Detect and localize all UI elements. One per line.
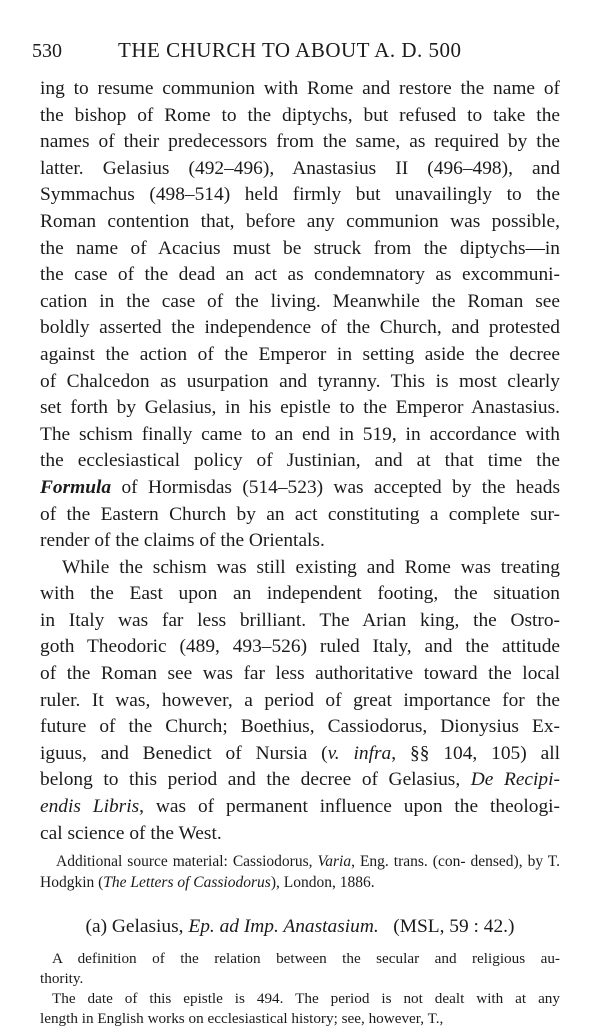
text-line: length in English works on ecclesiastical history; see, however, T., (40, 1010, 444, 1028)
text-line (40, 741, 560, 768)
section-intro (40, 949, 560, 1029)
text-fragment: densed), by T. Hodgkin ( (40, 853, 560, 892)
text-line: of Chalcedon as usurpation and tyranny. This is most clearly (40, 370, 560, 392)
text-line: the case of the dead an act as condemnatory as excommuni- (40, 264, 560, 286)
section-heading (40, 915, 560, 939)
text-line: names of their predecessors from the same, as required by the (40, 131, 560, 153)
text-line: the ecclesiastical policy of Justinian, and at that time the (40, 450, 560, 472)
text-line: goth Theodoric (489, 493–526) ruled Italy, and the attitude (40, 636, 560, 658)
work-title: Varia (317, 853, 352, 871)
text-line: against the action of the Emperor in setting aside the decree (40, 343, 560, 365)
text-fragment: Additional source material: Cassiodorus, (56, 853, 318, 871)
text-fragment: of Hormisdas (514–523) was accepted by the heads (121, 476, 560, 498)
text-line: future of the Church; Boethius, Cassiodorus, Dionysius Ex- (40, 716, 560, 738)
running-title: THE CHURCH TO ABOUT A. D. 500 (118, 38, 462, 62)
section-label: (a) Gelasius, (85, 916, 189, 938)
work-title: De Recipi- (470, 769, 560, 791)
text-line (40, 794, 560, 821)
text-line: of the Roman see was far less authoritative toward the local (40, 663, 560, 685)
text-fragment: ), London, 1886. (270, 874, 375, 892)
page-header (32, 36, 552, 66)
text-fragment: , Eng. trans. (con- (351, 853, 466, 871)
formula-word: Formula (40, 476, 112, 498)
text-line: latter. Gelasius (492–496), Anastasius II (496–498), and (40, 157, 560, 179)
text-line: of the Eastern Church by an act constituting a complete sur- (40, 503, 560, 525)
text-line: Symmachus (498–514) held firmly but unavailingly to the (40, 184, 560, 206)
section-reference: (MSL, 59 : 42.) (393, 916, 515, 938)
text-fragment: , (139, 796, 145, 818)
text-fragment: was of permanent influence upon the theologi- (155, 796, 560, 818)
text-line: A definition of the relation between the secular and religious au- (52, 950, 560, 968)
section-title: Ep. ad Imp. Anastasium. (188, 916, 379, 938)
text-line: While the schism was still existing and Rome was treating (62, 556, 560, 578)
text-line: the bishop of Rome to the diptychs, but refused to take the (40, 104, 560, 126)
text-line (40, 475, 560, 502)
text-line: Roman contention that, before any communion was possible, (40, 210, 560, 232)
text-line: with the East upon an independent footing, the situation (40, 583, 560, 605)
text-line: ing to resume communion with Rome and restore the name of (40, 78, 560, 99)
work-title: The Letters of Cassiodorus (103, 874, 271, 892)
text-line: cal science of the West. (40, 822, 222, 844)
source-note (40, 851, 560, 893)
text-line: ruler. It was, however, a period of great importance for the (40, 689, 560, 711)
text-line: in Italy was far less brilliant. The Arian king, the Ostro- (40, 609, 560, 631)
text-fragment: iguus, and Benedict of Nursia ( (40, 742, 328, 764)
paragraph-1 (40, 76, 560, 555)
text-fragment: belong to this period and the decree of Gelasius, (40, 769, 461, 791)
text-fragment: , §§ 104, 105) all (391, 742, 560, 764)
work-title: endis Libris (40, 796, 140, 818)
text-line: The date of this epistle is 494. The period is not dealt with at any (52, 990, 560, 1008)
paragraph-2 (40, 555, 560, 848)
page-body (40, 76, 560, 1029)
text-line: The schism finally came to an end in 519, in accordance with (40, 423, 560, 445)
text-line: render of the claims of the Orientals. (40, 530, 325, 552)
page-number: 530 (32, 40, 62, 62)
text-line: thority. (40, 970, 84, 988)
cross-reference: v. infra (327, 742, 392, 764)
text-line: set forth by Gelasius, in his epistle to the Emperor Anastasius. (40, 397, 560, 419)
text-line (40, 767, 560, 794)
text-line: cation in the case of the living. Meanwhile the Roman see (40, 290, 560, 312)
text-line: the name of Acacius must be struck from the diptychs—in (40, 237, 560, 259)
text-line: boldly asserted the independence of the Church, and protested (40, 317, 560, 339)
